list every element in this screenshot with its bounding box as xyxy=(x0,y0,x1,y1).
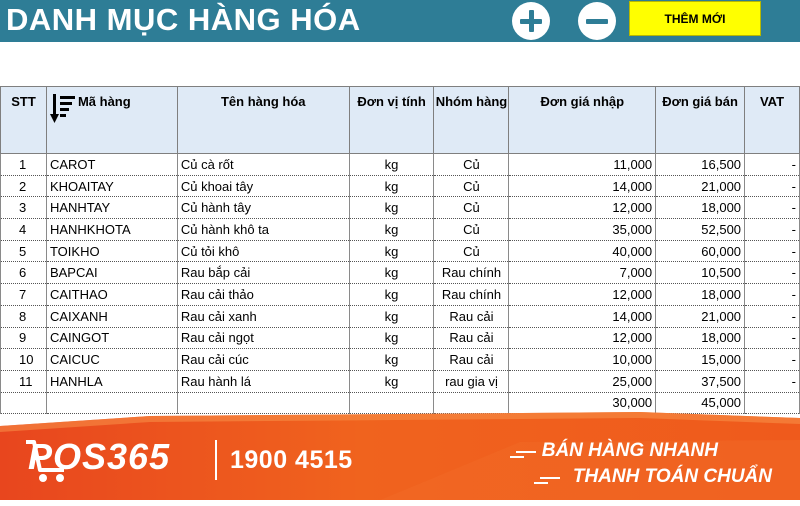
column-header-code-label: Mã hàng xyxy=(77,94,131,109)
cell-code[interactable]: KHOAITAY xyxy=(46,175,177,197)
cell-vat[interactable]: - xyxy=(745,305,800,327)
table-row xyxy=(1,262,800,284)
cell-vat[interactable]: - xyxy=(745,219,800,241)
cell-buy-price[interactable]: 12,000 xyxy=(509,284,656,306)
cell-stt[interactable]: 7 xyxy=(1,284,47,306)
table-row xyxy=(1,175,800,197)
cell-group[interactable]: Củ xyxy=(434,175,509,197)
cell-stt[interactable]: 4 xyxy=(1,219,47,241)
cell-buy-price[interactable]: 40,000 xyxy=(509,240,656,262)
cell-unit[interactable]: kg xyxy=(349,197,434,219)
sort-descending-icon[interactable] xyxy=(50,93,76,128)
cell-buy-price[interactable]: 25,000 xyxy=(509,370,656,392)
column-header-vat[interactable]: VAT xyxy=(745,87,800,154)
cell-code[interactable]: CAICUC xyxy=(46,349,177,371)
cell-name[interactable]: Củ cà rốt xyxy=(177,154,349,176)
column-header-stt[interactable]: STT xyxy=(1,87,47,154)
cell-sell-price[interactable]: 21,000 xyxy=(656,175,745,197)
speed-line xyxy=(540,477,560,479)
speed-line xyxy=(534,482,548,484)
cell-sell-price[interactable]: 16,500 xyxy=(656,154,745,176)
table-row xyxy=(1,240,800,262)
cell-name[interactable]: Củ khoai tây xyxy=(177,175,349,197)
speed-line xyxy=(516,451,536,453)
column-header-group[interactable]: Nhóm hàng xyxy=(434,87,509,154)
cell-sell-price[interactable]: 18,000 xyxy=(656,197,745,219)
cell-vat[interactable]: - xyxy=(745,175,800,197)
cell-name[interactable]: Rau bắp cải xyxy=(177,262,349,284)
cell-name[interactable]: Rau cải thảo xyxy=(177,284,349,306)
add-new-button[interactable]: THÊM MỚI xyxy=(629,1,761,36)
column-header-buy-price[interactable]: Đơn giá nhập xyxy=(509,87,656,154)
cell-vat[interactable]: - xyxy=(745,240,800,262)
cell-vat[interactable] xyxy=(745,392,800,414)
cell-sell-price[interactable]: 52,500 xyxy=(656,219,745,241)
cell-unit[interactable]: kg xyxy=(349,370,434,392)
cell-unit[interactable]: kg xyxy=(349,262,434,284)
table-row xyxy=(1,284,800,306)
cell-sell-price[interactable]: 45,000 xyxy=(656,392,745,414)
table-row xyxy=(1,219,800,241)
cell-name[interactable]: Rau cải ngọt xyxy=(177,327,349,349)
hotline-number[interactable]: 1900 4515 xyxy=(230,446,353,474)
cell-buy-price[interactable]: 7,000 xyxy=(509,262,656,284)
cell-group[interactable]: rau gia vị xyxy=(434,370,509,392)
cell-name[interactable]: Rau cải xanh xyxy=(177,305,349,327)
cell-buy-price[interactable]: 30,000 xyxy=(509,392,656,414)
cell-unit[interactable]: kg xyxy=(349,284,434,306)
cell-buy-price[interactable]: 12,000 xyxy=(509,327,656,349)
cell-sell-price[interactable]: 18,000 xyxy=(656,327,745,349)
brand-logo-text: POS365 xyxy=(28,436,171,477)
cell-buy-price[interactable]: 14,000 xyxy=(509,305,656,327)
cell-group[interactable]: Củ xyxy=(434,197,509,219)
cell-vat[interactable]: - xyxy=(745,197,800,219)
product-table xyxy=(0,86,800,414)
cell-stt[interactable]: 8 xyxy=(1,305,47,327)
cell-vat[interactable]: - xyxy=(745,349,800,371)
cell-stt[interactable]: 9 xyxy=(1,327,47,349)
page-title: DANH MỤC HÀNG HÓA xyxy=(6,2,361,37)
slogan-line-2: THANH TOÁN CHUẨN xyxy=(572,466,772,487)
cell-buy-price[interactable]: 14,000 xyxy=(509,175,656,197)
column-header-name[interactable]: Tên hàng hóa xyxy=(177,87,349,154)
cell-code[interactable]: BAPCAI xyxy=(46,262,177,284)
cell-code[interactable] xyxy=(46,392,177,414)
cell-sell-price[interactable]: 37,500 xyxy=(656,370,745,392)
cell-unit[interactable]: kg xyxy=(349,327,434,349)
cell-unit[interactable]: kg xyxy=(349,240,434,262)
cell-code[interactable]: CAITHAO xyxy=(46,284,177,306)
cell-code[interactable]: HANHLA xyxy=(46,370,177,392)
cell-group[interactable]: Rau cải xyxy=(434,305,509,327)
cell-group[interactable]: Củ xyxy=(434,240,509,262)
table-header-row xyxy=(1,87,800,154)
cell-sell-price[interactable]: 15,000 xyxy=(656,349,745,371)
cell-group[interactable]: Củ xyxy=(434,219,509,241)
table-row xyxy=(1,305,800,327)
cell-name[interactable]: Củ hành tây xyxy=(177,197,349,219)
cell-group[interactable]: Rau cải xyxy=(434,327,509,349)
cell-code[interactable]: CAROT xyxy=(46,154,177,176)
cell-unit[interactable]: kg xyxy=(349,219,434,241)
table-row xyxy=(1,370,800,392)
cell-group[interactable]: Củ xyxy=(434,154,509,176)
cell-stt[interactable]: 6 xyxy=(1,262,47,284)
add-row-button[interactable] xyxy=(512,2,550,40)
table-row xyxy=(1,349,800,371)
cell-stt[interactable]: 10 xyxy=(1,349,47,371)
column-header-sell-price[interactable]: Đơn giá bán xyxy=(656,87,745,154)
cell-buy-price[interactable]: 35,000 xyxy=(509,219,656,241)
cell-code[interactable]: CAINGOT xyxy=(46,327,177,349)
cell-sell-price[interactable]: 10,500 xyxy=(656,262,745,284)
cell-name[interactable] xyxy=(177,392,349,414)
cell-group[interactable] xyxy=(434,392,509,414)
cell-unit[interactable]: kg xyxy=(349,305,434,327)
table-row xyxy=(1,327,800,349)
speed-line xyxy=(510,456,524,458)
cell-unit[interactable]: kg xyxy=(349,175,434,197)
cell-sell-price[interactable]: 21,000 xyxy=(656,305,745,327)
cell-stt[interactable]: 1 xyxy=(1,154,47,176)
cell-vat[interactable]: - xyxy=(745,284,800,306)
cell-code[interactable]: HANHKHOTA xyxy=(46,219,177,241)
cell-name[interactable]: Rau hành lá xyxy=(177,370,349,392)
cell-group[interactable]: Rau cải xyxy=(434,349,509,371)
cell-buy-price[interactable]: 10,000 xyxy=(509,349,656,371)
cell-stt[interactable]: 5 xyxy=(1,240,47,262)
cell-vat[interactable]: - xyxy=(745,327,800,349)
cell-sell-price[interactable]: 60,000 xyxy=(656,240,745,262)
cell-vat[interactable]: - xyxy=(745,154,800,176)
cell-code[interactable]: TOIKHO xyxy=(46,240,177,262)
table-row xyxy=(1,154,800,176)
cell-unit[interactable]: kg xyxy=(349,154,434,176)
cell-stt[interactable] xyxy=(1,392,47,414)
cell-group[interactable]: Rau chính xyxy=(434,262,509,284)
cell-unit[interactable] xyxy=(349,392,434,414)
cell-stt[interactable]: 11 xyxy=(1,370,47,392)
table-row xyxy=(1,197,800,219)
cell-sell-price[interactable]: 18,000 xyxy=(656,284,745,306)
cell-code[interactable]: CAIXANH xyxy=(46,305,177,327)
cell-name[interactable]: Rau cải cúc xyxy=(177,349,349,371)
slogan-line-1: BÁN HÀNG NHANH xyxy=(541,440,718,461)
cell-buy-price[interactable]: 11,000 xyxy=(509,154,656,176)
cell-vat[interactable]: - xyxy=(745,262,800,284)
column-header-unit[interactable]: Đơn vị tính xyxy=(349,87,434,154)
product-rows xyxy=(1,154,800,414)
cell-vat[interactable]: - xyxy=(745,370,800,392)
column-header-code[interactable] xyxy=(46,87,177,154)
cell-name[interactable]: Củ hành khô ta xyxy=(177,219,349,241)
remove-row-button[interactable] xyxy=(578,2,616,40)
cell-group[interactable]: Rau chính xyxy=(434,284,509,306)
cell-stt[interactable]: 2 xyxy=(1,175,47,197)
cell-unit[interactable]: kg xyxy=(349,349,434,371)
table-row xyxy=(1,392,800,414)
cell-code[interactable]: HANHTAY xyxy=(46,197,177,219)
banner-divider xyxy=(215,440,217,480)
cell-name[interactable]: Củ tỏi khô xyxy=(177,240,349,262)
cell-stt[interactable]: 3 xyxy=(1,197,47,219)
cell-buy-price[interactable]: 12,000 xyxy=(509,197,656,219)
